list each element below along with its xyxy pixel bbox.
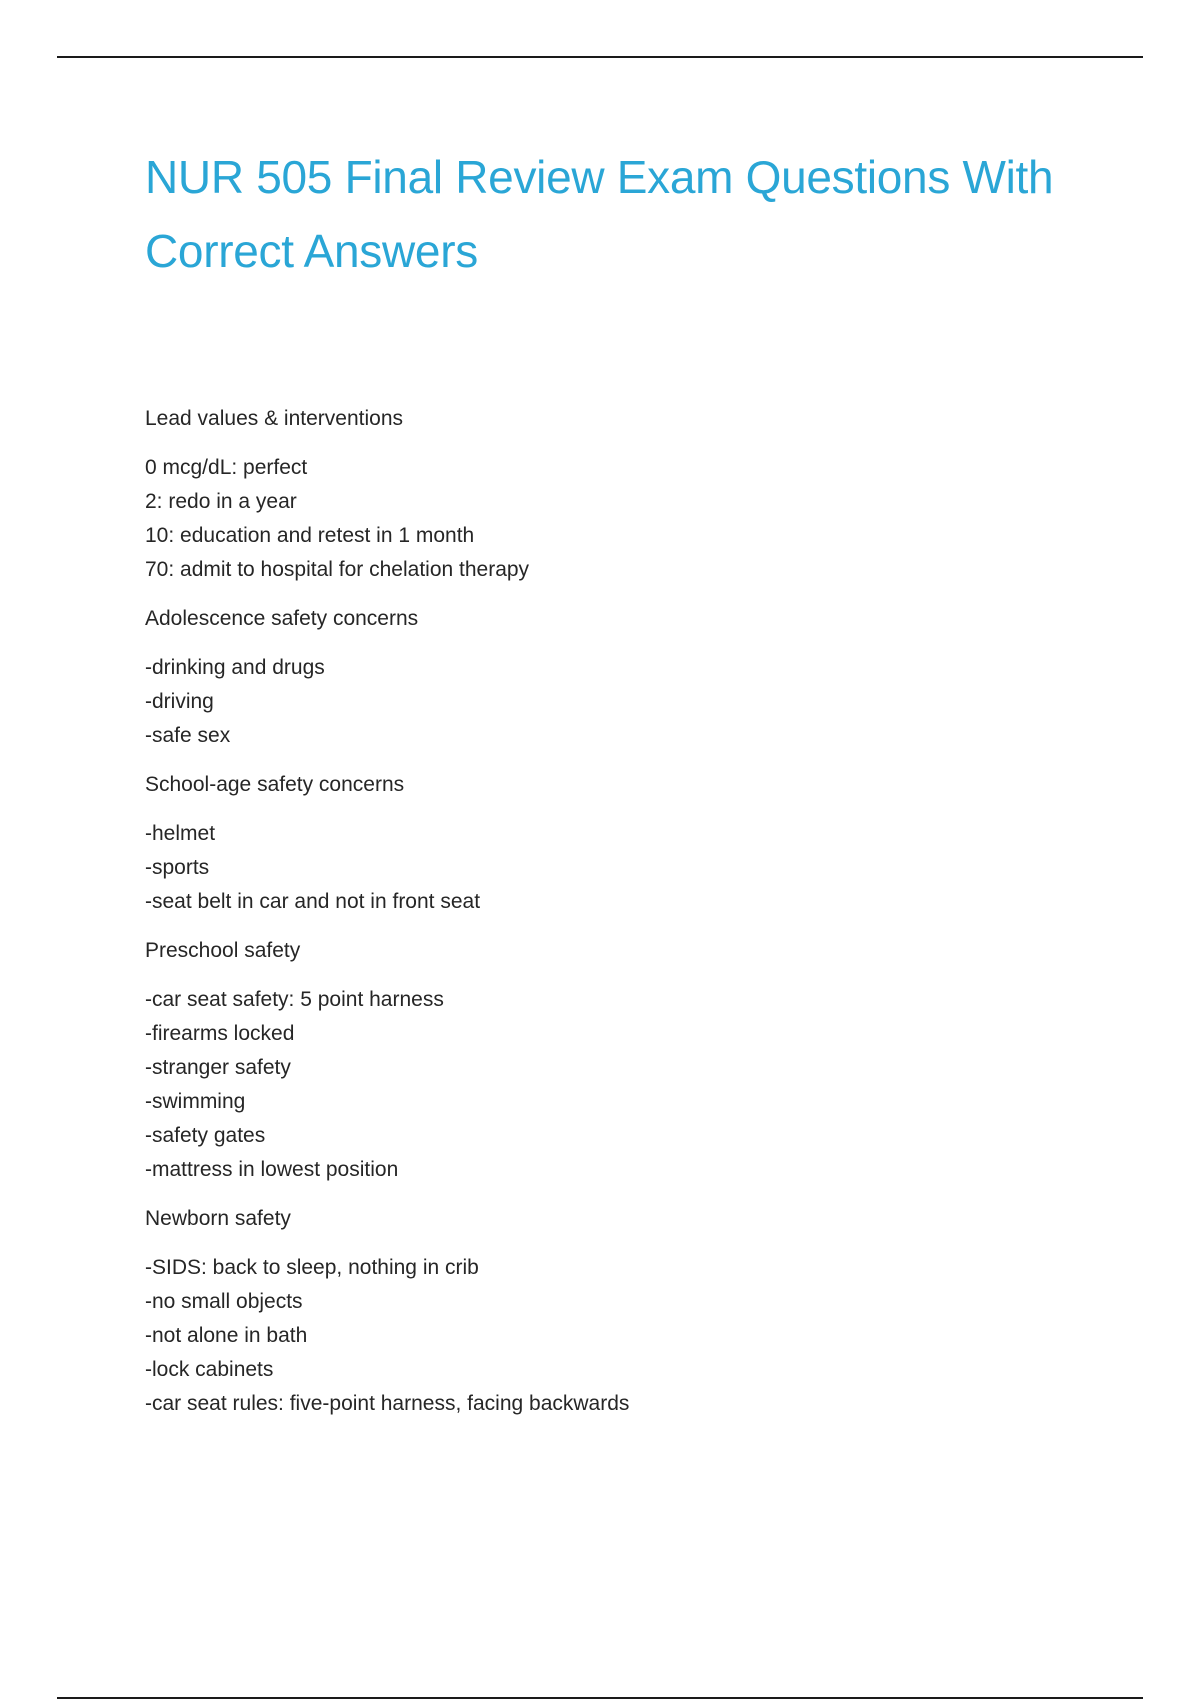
answer-block	[145, 1251, 1105, 1421]
document-title	[145, 140, 1105, 288]
qa-sections	[145, 402, 1105, 1421]
answer-line: -SIDS: back to sleep, nothing in crib	[145, 1256, 479, 1279]
question-text: Adolescence safety concerns	[145, 607, 419, 630]
answer-line: -drinking and drugs	[145, 656, 325, 679]
qa-section	[145, 402, 1105, 587]
qa-section	[145, 934, 1105, 1187]
qa-section	[145, 602, 1105, 753]
answer-block	[145, 817, 1105, 919]
answer-block	[145, 983, 1105, 1187]
answer-block	[145, 451, 1105, 587]
question-text: Newborn safety	[145, 1207, 291, 1230]
document-page	[145, 140, 1105, 1436]
answer-line: -helmet	[145, 822, 216, 845]
answer-line: -mattress in lowest position	[145, 1158, 399, 1181]
answer-line: -not alone in bath	[145, 1324, 308, 1347]
answer-line: -safety gates	[145, 1124, 266, 1147]
question-text: Lead values & interventions	[145, 407, 403, 430]
answer-line: -sports	[145, 856, 210, 879]
qa-section	[145, 1202, 1105, 1421]
answer-line: 10: education and retest in 1 month	[145, 524, 475, 547]
header-rule	[57, 56, 1143, 58]
qa-section	[145, 768, 1105, 919]
answer-line: 2: redo in a year	[145, 490, 297, 513]
answer-line: -car seat safety: 5 point harness	[145, 988, 444, 1011]
answer-line: -driving	[145, 690, 214, 713]
answer-line: -safe sex	[145, 724, 231, 747]
answer-line: -car seat rules: five-point harness, facing backwards	[145, 1392, 630, 1415]
answer-line: -swimming	[145, 1090, 246, 1113]
answer-line: -seat belt in car and not in front seat	[145, 890, 481, 913]
answer-line: -firearms locked	[145, 1022, 295, 1045]
document-title-line: Correct Answers	[145, 225, 478, 277]
answer-line: -no small objects	[145, 1290, 303, 1313]
footer-rule	[57, 1697, 1143, 1699]
question-text: Preschool safety	[145, 939, 301, 962]
answer-line: -stranger safety	[145, 1056, 291, 1079]
answer-line: -lock cabinets	[145, 1358, 274, 1381]
question-text: School-age safety concerns	[145, 773, 405, 796]
document-title-line: NUR 505 Final Review Exam Questions With	[145, 151, 1054, 203]
answer-line: 0 mcg/dL: perfect	[145, 456, 308, 479]
answer-block	[145, 651, 1105, 753]
answer-line: 70: admit to hospital for chelation therapy	[145, 558, 530, 581]
